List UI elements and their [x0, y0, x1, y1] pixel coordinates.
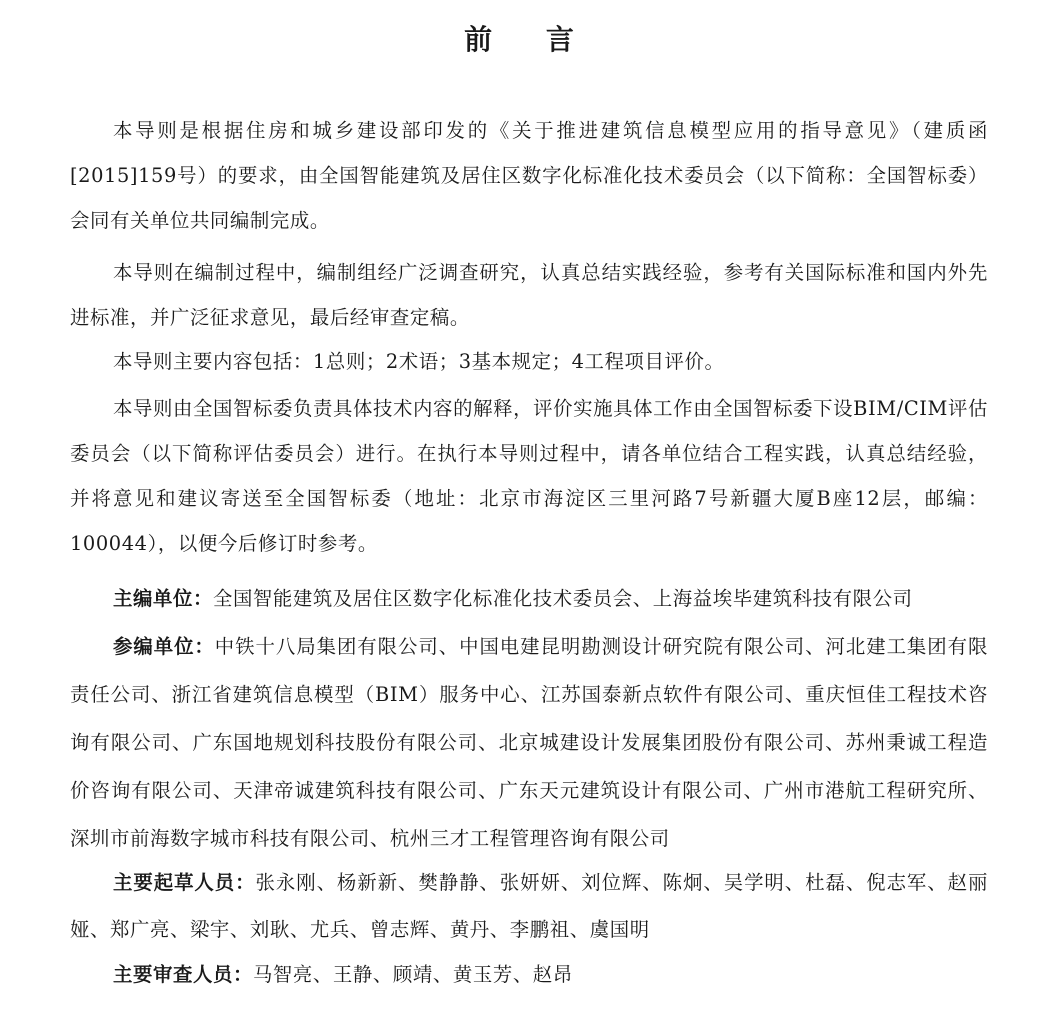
- paragraph-interpretation: 本导则由全国智标委负责具体技术内容的解释，评价实施具体工作由全国智标委下设BIM/CIM评估委员会（以下简称评估委员会）进行。在执行本导则过程中，请各单位结合工程实践，认真总结经验，并将意见和建议寄送至全国智标委（地址：北京市海淀区三里河路7号新疆大厦B座12层，邮编：100044），以便今后修订时参考。: [70, 397, 988, 555]
- paragraph-basis: 本导则是根据住房和城乡建设部印发的《关于推进建筑信息模型应用的指导意见》（建质函[2015]159号）的要求，由全国智能建筑及居住区数字化标准化技术委员会（以下简称：全国智标委）会同有关单位共同编制完成。: [70, 119, 988, 232]
- participants-label: 参编单位：: [113, 635, 215, 658]
- chief-editor-section: [70, 576, 988, 623]
- drafters-label: 主要起草人员：: [113, 871, 256, 894]
- drafters-text: 张永刚、杨新新、樊静静、张妍妍、刘位辉、陈炯、吴学明、杜磊、倪志军、赵丽娅、郑广亮、梁宇、刘耿、尤兵、曾志辉、黄丹、李鹏祖、虞国明: [70, 871, 988, 941]
- paragraph-process: 本导则在编制过程中，编制组经广泛调查研究，认真总结实践经验，参考有关国际标准和国内外先进标准，并广泛征求意见，最后经审查定稿。: [70, 261, 988, 329]
- participants-text: 中铁十八局集团有限公司、中国电建昆明勘测设计研究院有限公司、河北建工集团有限责任公司、浙江省建筑信息模型（BIM）服务中心、江苏国泰新点软件有限公司、重庆恒佳工程技术咨询有限公司、广东国地规划科技股份有限公司、北京城建设计发展集团股份有限公司、苏州秉诚工程造价咨询有限公司、天津帝诚建筑科技有限公司、广东天元建筑设计有限公司、广州市港航工程研究所、深圳市前海数字城市科技有限公司、杭州三才工程管理咨询有限公司: [70, 635, 988, 850]
- reviewers-section: [70, 952, 988, 999]
- paragraph-contents: 本导则主要内容包括：1总则；2术语；3基本规定；4工程项目评价。: [113, 350, 725, 373]
- drafters-section: [70, 860, 988, 953]
- chief-editor-text: 全国智能建筑及居住区数字化标准化技术委员会、上海益埃毕建筑科技有限公司: [212, 587, 913, 610]
- chief-editor-label: 主编单位：: [113, 587, 213, 610]
- reviewers-label: 主要审查人员：: [113, 963, 253, 986]
- page-title: 前 言: [464, 23, 596, 56]
- reviewers-text: 马智亮、王静、顾靖、黄玉芳、赵昂: [252, 963, 573, 986]
- participants-section: [70, 623, 988, 863]
